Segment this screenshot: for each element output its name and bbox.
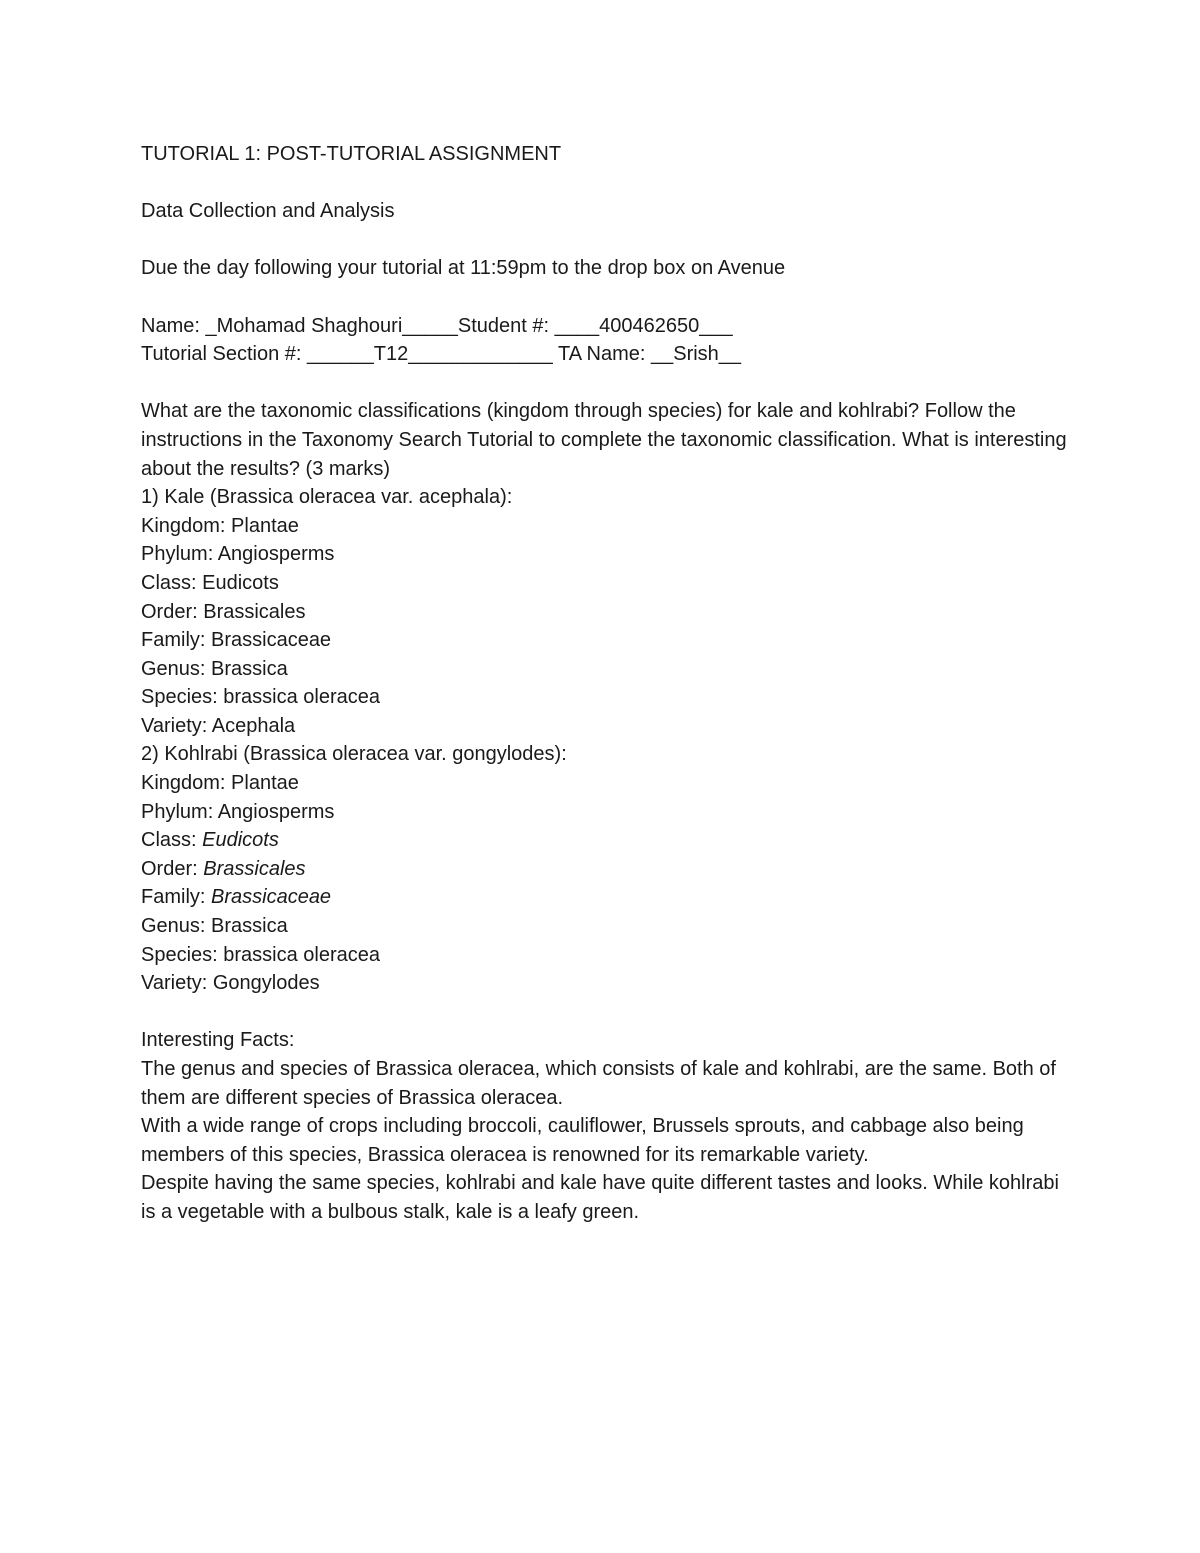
kohlrabi-order — [141, 855, 1071, 884]
due-date-line: Due the day following your tutorial at 11:59pm to the drop box on Avenue — [141, 257, 786, 280]
document-page — [141, 140, 1071, 1227]
kohlrabi-order-label: Order: — [141, 857, 204, 880]
facts-paragraph-2: With a wide range of crops including broccoli, cauliflower, Brussels sprouts, and cabbage also being members of this species, Brassica oleracea is renowned for its remarkable variety. — [141, 1115, 1024, 1166]
question-text: What are the taxonomic classifications (kingdom through species) for kale and kohlrabi? Follow the instructions in the Taxonomy Search Tutorial to complete the taxonomic classification. What is interesting about the results? (3 marks) — [141, 400, 1067, 480]
doc-subtitle: Data Collection and Analysis — [141, 200, 395, 223]
kale-heading: 1) Kale (Brassica oleracea var. acephala): — [141, 486, 513, 509]
kohlrabi-order-value: Brassicales — [203, 857, 306, 880]
kohlrabi-family — [141, 883, 1071, 912]
facts-heading: Interesting Facts: — [141, 1029, 295, 1052]
facts-paragraph-1: The genus and species of Brassica oleracea, which consists of kale and kohlrabi, are the same. Both of them are different species of Brassica oleracea. — [141, 1058, 1056, 1109]
kohlrabi-variety: Variety: Gongylodes — [141, 972, 320, 995]
kohlrabi-heading: 2) Kohlrabi (Brassica oleracea var. gongylodes): — [141, 743, 567, 766]
kohlrabi-family-value: Brassicaceae — [211, 886, 332, 909]
kohlrabi-species: Species: brassica oleracea — [141, 943, 381, 966]
kale-variety: Variety: Acephala — [141, 714, 296, 737]
kale-class: Class: Eudicots — [141, 571, 279, 594]
section-ta-line: Tutorial Section #: ______T12_____________ TA Name: __Srish__ — [141, 343, 742, 366]
kale-genus: Genus: Brassica — [141, 657, 288, 680]
facts-paragraph-3: Despite having the same species, kohlrabi and kale have quite different tastes and looks. While kohlrabi is a vegetable with a bulbous stalk, kale is a leafy green. — [141, 1172, 1059, 1223]
kale-family: Family: Brassicaceae — [141, 629, 332, 652]
kohlrabi-class — [141, 826, 1071, 855]
kale-kingdom: Kingdom: Plantae — [141, 514, 299, 537]
name-student-line: Name: _Mohamad Shaghouri_____Student #: ____400462650___ — [141, 314, 733, 337]
kohlrabi-class-label: Class: — [141, 829, 203, 852]
kohlrabi-kingdom: Kingdom: Plantae — [141, 772, 299, 795]
kale-species: Species: brassica oleracea — [141, 686, 381, 709]
doc-title: TUTORIAL 1: POST-TUTORIAL ASSIGNMENT — [141, 143, 562, 165]
kohlrabi-family-label: Family: — [141, 886, 211, 909]
kohlrabi-phylum: Phylum: Angiosperms — [141, 800, 335, 823]
kohlrabi-genus: Genus: Brassica — [141, 915, 288, 938]
kale-order: Order: Brassicales — [141, 600, 306, 623]
kale-phylum: Phylum: Angiosperms — [141, 543, 335, 566]
kohlrabi-class-value: Eudicots — [202, 829, 279, 852]
